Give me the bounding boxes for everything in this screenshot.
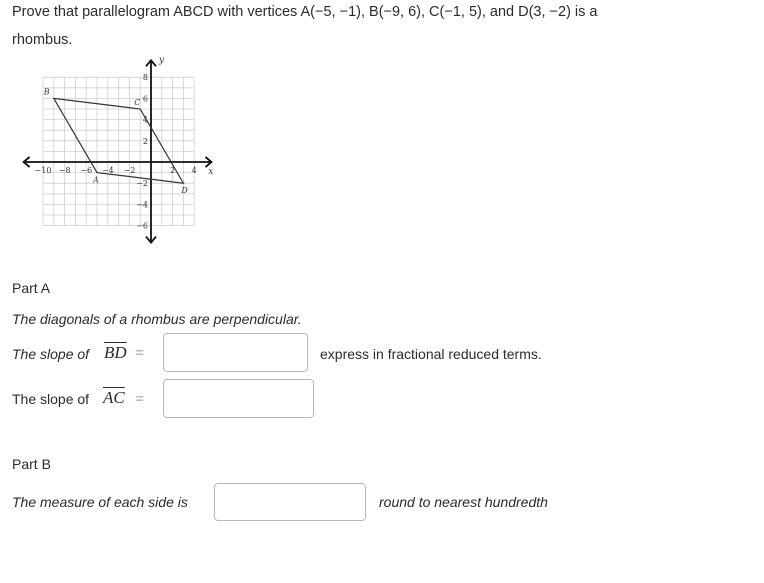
vertex-label-d: D <box>181 186 188 196</box>
x-tick-label: −4 <box>101 166 114 175</box>
side-measure-hint: round to nearest hundredth <box>379 494 548 510</box>
question-line-1: Prove that parallelogram ABCD with vertices A(−5, −1), B(−9, 6), C(−1, 5), and D(3, −2) is a <box>12 4 598 20</box>
x-tick-label: −10 <box>34 166 52 175</box>
part-b-heading: Part B <box>12 456 51 472</box>
segment-ac: $\overline{AC}$ <box>103 388 125 407</box>
x-tick-label: −2 <box>123 166 136 175</box>
slope-bd-hint: express in fractional reduced terms. <box>320 346 542 362</box>
segment-bd: $\overline{BD}$ <box>104 343 127 362</box>
side-measure-input[interactable] <box>214 483 366 521</box>
slope-bd-prefix: The slope of <box>12 346 90 362</box>
y-tick-label: −6 <box>136 221 148 231</box>
y-tick-label: 8 <box>142 73 148 83</box>
part-a-heading: Part A <box>12 280 51 296</box>
coordinate-graph <box>12 52 222 248</box>
slope-bd-input[interactable] <box>163 333 308 372</box>
slope-ac-prefix: The slope of <box>12 391 90 407</box>
slope-ac-input[interactable] <box>163 379 314 418</box>
x-tick-label: 2 <box>170 166 176 175</box>
x-tick-label: 4 <box>191 166 197 175</box>
part-a-statement: The diagonals of a rhombus are perpendicular. <box>12 311 302 327</box>
y-axis-label: y <box>159 55 165 66</box>
slope-ac-equals: = <box>135 391 145 408</box>
side-measure-prefix: The measure of each side is <box>12 494 188 510</box>
y-tick-label: 4 <box>142 115 148 125</box>
vertex-label-a: A <box>93 175 99 185</box>
y-tick-label: −4 <box>136 200 148 210</box>
vertex-label-c: C <box>134 98 141 107</box>
vertex-label-b: B <box>43 87 50 97</box>
y-tick-label: −2 <box>136 179 148 189</box>
slope-bd-equals: = <box>135 345 145 362</box>
y-tick-label: 6 <box>142 94 148 104</box>
x-axis-label: x <box>208 167 214 177</box>
x-tick-label: −6 <box>80 166 93 175</box>
x-tick-label: −8 <box>58 166 71 175</box>
y-tick-label: 2 <box>142 136 148 146</box>
question-line-2: rhombus. <box>12 32 73 48</box>
